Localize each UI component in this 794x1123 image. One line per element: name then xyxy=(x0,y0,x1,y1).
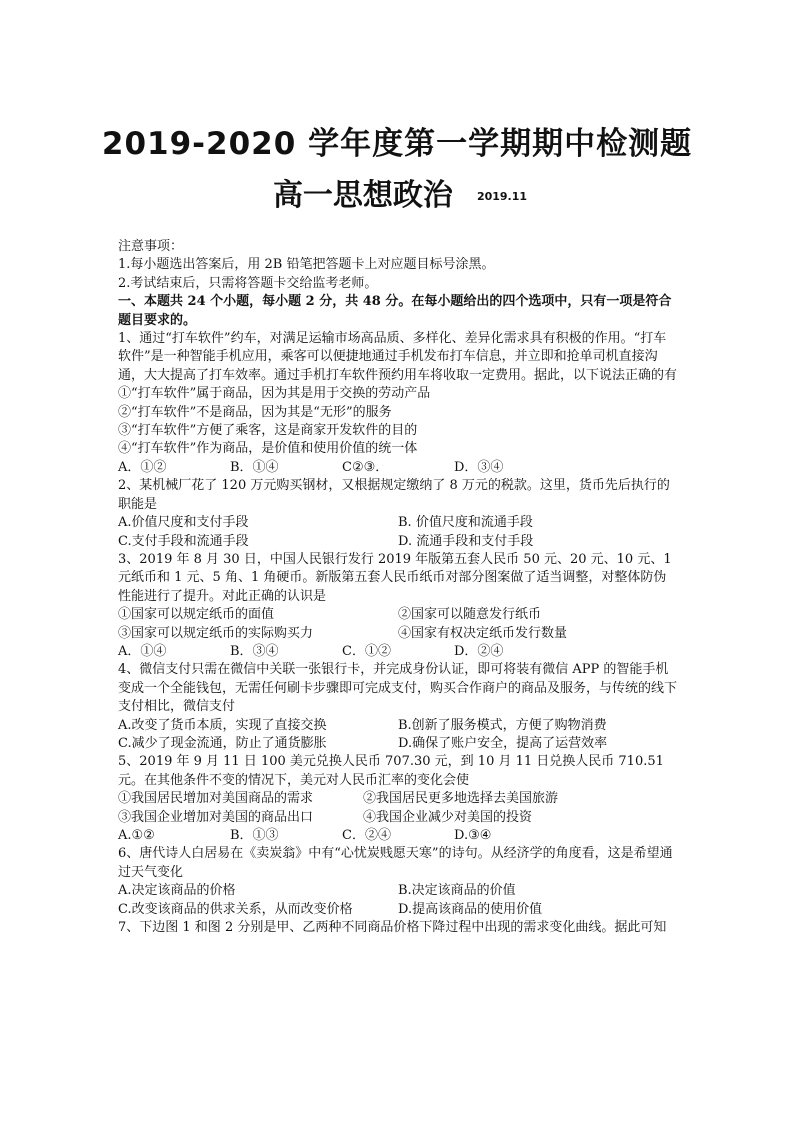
option-b: B.决定该商品的价值 xyxy=(398,883,516,899)
option-b: B.创新了服务模式，方便了购物消费 xyxy=(398,717,607,733)
option-a: A.①② xyxy=(118,828,155,843)
question-5-options xyxy=(118,827,678,845)
question-2-options xyxy=(118,514,678,532)
notice-item: 2.考试结束后，只需将答题卡交给监考老师。 xyxy=(118,275,378,291)
option-a: A.价值尺度和支付手段 xyxy=(118,515,249,531)
question-1-options xyxy=(118,459,678,477)
question-5-statement: ②我国居民更多地选择去美国旅游 xyxy=(363,791,559,807)
option-d: D.③④ xyxy=(454,828,492,843)
question-6-stem: 6、唐代诗人白居易在《卖炭翁》中有“心忧炭贱愿天寒”的诗句。从经济学的角度看，这是希望通过天气变化 xyxy=(118,846,673,880)
option-d: D．②④ xyxy=(454,643,504,659)
option-c: C.改变该商品的供求关系，从而改变价格 xyxy=(118,901,353,917)
exam-date: 2019.11 xyxy=(476,190,528,203)
option-c: C.支付手段和流通手段 xyxy=(118,533,249,549)
question-1-statement: ③“打车软件”方便了乘客，这是商家开发软件的目的 xyxy=(118,423,418,439)
question-5-stem: 5、2019 年 9 月 11 日 100 美元兑换人民币 707.30 元，到 10 月 11 日兑换人民币 710.51 元。在其他条件不变的情况下，美元对人民币汇率的变化会使 xyxy=(118,754,664,788)
question-3-statement: ④国家有权决定纸币发行数量 xyxy=(398,625,568,641)
option-a: A.决定该商品的价格 xyxy=(118,883,236,899)
option-a: A．①② xyxy=(118,459,167,475)
question-2-options xyxy=(118,533,678,551)
option-c: C．①② xyxy=(342,643,391,659)
option-c: C.减少了现金流通，防止了通货膨胀 xyxy=(118,735,327,751)
question-5-statement: ③我国企业增加对美国的商品出口 xyxy=(118,809,314,825)
exam-subtitle xyxy=(120,170,680,214)
option-a: A．①④ xyxy=(118,643,167,659)
option-a: A.改变了货币本质，实现了直接交换 xyxy=(118,717,327,733)
exam-title: 2019-2020 学年度第一学期期中检测题 xyxy=(101,126,693,162)
question-1-statement: ①“打车软件”属于商品，因为其是用于交换的劳动产品 xyxy=(118,386,431,402)
exam-body xyxy=(118,238,678,937)
notice-heading: 注意事项： xyxy=(118,239,184,254)
question-3-stem: 3、2019 年 8 月 30 日，中国人民银行发行 2019 年版第五套人民币 50 元、20 元、10 元、1 元纸币和 1 元、5 角、1 角硬币。新版第五套人民币纸币对部分图案做了适当调整，对整体防伪性能进行了提升。对此正确的认识是 xyxy=(118,551,672,604)
question-4-options xyxy=(118,717,678,735)
question-4-stem: 4、微信支付只需在微信中关联一张银行卡，并完成身份认证，即可将装有微信 APP 的智能手机变成一个全能钱包，无需任何刷卡步骤即可完成支付，购买合作商户的商品及服务，与传统的线下支付相比，微信支付 xyxy=(118,662,678,715)
question-1-statement: ②“打车软件”不是商品，因为其是“无形”的服务 xyxy=(118,404,392,420)
section-intro: 一、本题共 24 个小题，每小题 2 分，共 48 分。在每小题给出的四个选项中，只有一项是符合题目要求的。 xyxy=(118,294,672,328)
option-d: D. 流通手段和支付手段 xyxy=(398,533,534,549)
question-4-options xyxy=(118,735,678,753)
question-3-statements xyxy=(118,625,678,643)
question-3-statement: ①国家可以规定纸币的面值 xyxy=(118,607,275,623)
option-d: D.确保了账户安全，提高了运营效率 xyxy=(398,735,608,751)
question-3-statements xyxy=(118,606,678,624)
option-b: B．①③ xyxy=(230,828,279,843)
subject-name: 高一思想政治 xyxy=(272,178,453,213)
option-b: B. 价值尺度和流通手段 xyxy=(398,515,533,531)
question-7-stem: 7、下边图 1 和图 2 分别是甲、乙两种不同商品价格下降过程中出现的需求变化曲线。据此可知 xyxy=(118,920,667,936)
question-5-statements xyxy=(118,809,678,827)
option-d: D．③④ xyxy=(454,459,504,475)
question-3-statement: ③国家可以规定纸币的实际购买力 xyxy=(118,625,314,641)
option-c: C②③． xyxy=(342,459,389,475)
question-5-statement: ①我国居民增加对美国商品的需求 xyxy=(118,791,314,807)
question-5-statement: ④我国企业减少对美国的投资 xyxy=(363,809,533,825)
question-1-statement: ④“打车软件”作为商品，是价值和使用价值的统一体 xyxy=(118,441,418,457)
question-1-stem: 1、通过“打车软件”约车，对满足运输市场高品质、多样化、差异化需求具有积极的作用。“打车软件”是一种智能手机应用，乘客可以便捷地通过手机发布打车信息，并立即和抢单司机直接沟通，大大提高了打车效率。通过手机打车软件预约用车将收取一定费用。据此，以下说法正确的有 xyxy=(118,331,678,383)
notice-item: 1.每小题选出答案后，用 2B 铅笔把答题卡上对应题目标号涂黑。 xyxy=(118,257,495,273)
question-3-options xyxy=(118,643,678,661)
question-6-options xyxy=(118,882,678,900)
option-d: D.提高该商品的使用价值 xyxy=(398,901,543,917)
question-6-options xyxy=(118,901,678,919)
option-b: B．③④ xyxy=(230,643,279,659)
option-b: B．①④ xyxy=(230,459,279,475)
question-5-statements xyxy=(118,790,678,808)
question-2-stem: 2、某机械厂花了 120 万元购买钢材，又根据规定缴纳了 8 万元的税款。这里，货币先后执行的职能是 xyxy=(118,478,670,512)
option-c: C．②④ xyxy=(342,828,391,843)
question-3-statement: ②国家可以随意发行纸币 xyxy=(398,607,542,623)
